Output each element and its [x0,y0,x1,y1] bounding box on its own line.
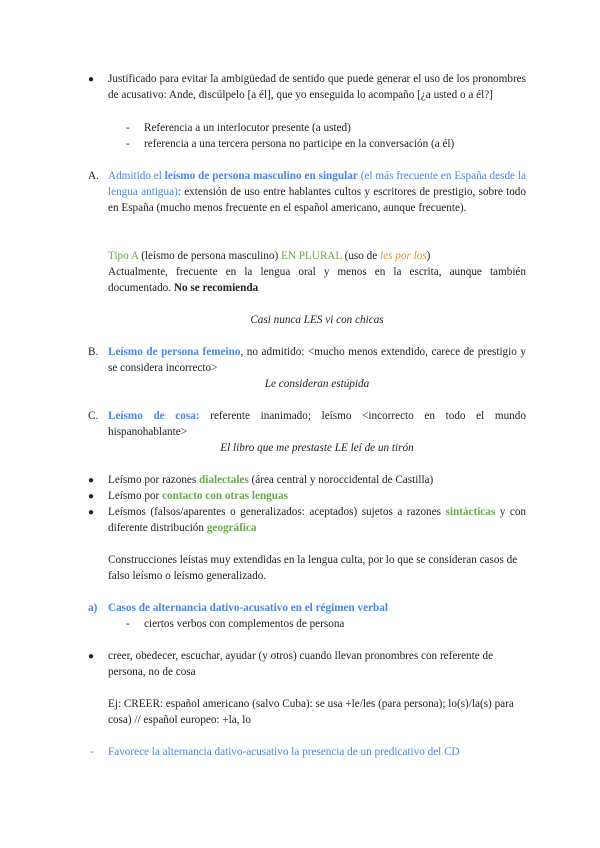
section-a-text [108,168,526,216]
bullet-dot: ● [88,651,95,662]
actualmente-text [108,264,526,296]
section-c-rest: referente inanimado; leísmo <incorrecto en todo el mundo hispanohablante> [108,410,526,438]
tipo-a-label: Tipo A [108,250,139,262]
section-b-label: B. [88,346,99,358]
bullet-dot: ● [88,491,95,502]
example-b: Le consideran estúpida [264,378,370,390]
tipo-a-close: ) [426,250,431,262]
bullet-dot: ● [88,507,95,518]
leismo-contacto-green: contacto con otras lenguas [162,490,288,502]
section-a-rest: : extensión de uso entre hablantes cultos y escritores de prestigio, sobre todo en España (mucho menos frecuente en el español americano, aunque frecuente). [108,186,526,214]
leismo-dialectal-post: (área central y noroccidental de Castilla) [251,474,434,486]
leismo-dialectal-pre: Leísmo por razones [108,474,197,486]
section-b-bold: Leísmo de persona femeino [108,346,241,358]
leismo-dialectal-green: dialectales [199,474,249,486]
tipo-a-line [108,248,526,264]
leismos-falsos [108,504,526,536]
leismo-dialectal [108,472,526,488]
leismos-falsos-geografica: geográfica [206,522,257,534]
no-se-recomienda: No se recomienda [173,282,259,294]
section-c-bold: Leísmo de cosa: [108,410,200,422]
construcciones-paragraph: Construcciones leístas muy extendidas en la lengua culta, por lo que se consideran casos de falso leísmo o leísmo generalizado. [108,554,518,582]
leismos-falsos-sintacticas: sintácticas [445,506,496,518]
section-b-rest: , no admitido: <mucho menos extendido, carece de prestigio y se considera incorrecto> [108,346,526,374]
example-a: Casi nunca LES vi con chicas [250,314,384,326]
bullet-ambiguedad-text: Justificado para evitar la ambigüedad de sentido que puede generar el uso de los pronombres de acusativo: Ande, discúlpelo [a él], que yo enseguida lo acompaño [¿a usted o a él?] [108,73,526,101]
tipo-a-uso: (uso de [344,250,378,262]
leismos-falsos-pre: Leísmos (falsos/aparentes o generalizados: aceptados) sujetos a razones [108,506,441,518]
dash-marker: - [126,618,130,630]
section-a2-sub: ciertos verbos con complementos de persona [144,618,345,630]
section-a-label: A. [88,170,99,182]
dash-marker: - [126,122,130,134]
tipo-a-desc: (leísmo de persona masculino) [141,250,279,262]
sub-item-el: referencia a una tercera persona no participe en la conversación (a él) [144,138,455,150]
example-c: El libro que me prestaste LE leí de un tirón [220,442,414,454]
section-a-paren: (el más frecuente en España desde la lengua antigua) [108,170,527,198]
leismo-contacto-pre: Leísmo por [108,490,160,502]
ejemplo-creer: Ej: CREER: español americano (salvo Cuba): se usa +le/les (para persona); lo(s)/la(s) para cosa) // español europeo: +la, lo [108,698,514,726]
tipo-a-plural: EN PLURAL [281,250,342,262]
actualmente-body: Actualmente, frecuente en la lengua oral y menos en la escrita, aunque también documentado. [108,266,526,294]
section-a2-title: Casos de alternancia dativo-acusativo en el régimen verbal [108,602,388,614]
bullet-dot: ● [88,475,95,486]
bullet-dot: ● [88,74,95,85]
section-c-label: C. [88,410,99,422]
leismos-falsos-mid: y con diferente distribución [108,506,527,534]
section-a-intro: Admitido el [108,170,162,182]
dash-marker: - [126,138,130,150]
last-dash: - [90,746,94,758]
section-b-text [108,344,526,376]
verbos-text: creer, obedecer, escuchar, ayudar (y otros) cuando llevan pronombres con referente de persona, no de cosa [108,650,494,678]
sub-item-usted: Referencia a un interlocutor presente (a usted) [144,122,351,134]
section-c-text [108,408,526,440]
section-a-bold: leísmo de persona masculino en singular [164,170,358,182]
section-a2-label: a) [88,602,98,614]
leismo-contacto [108,488,526,504]
tipo-a-les-por-los: les por los [380,250,427,262]
predicativo-text: Favorece la alternancia dativo-acusativo la presencia de un predicativo del CD [108,746,460,758]
